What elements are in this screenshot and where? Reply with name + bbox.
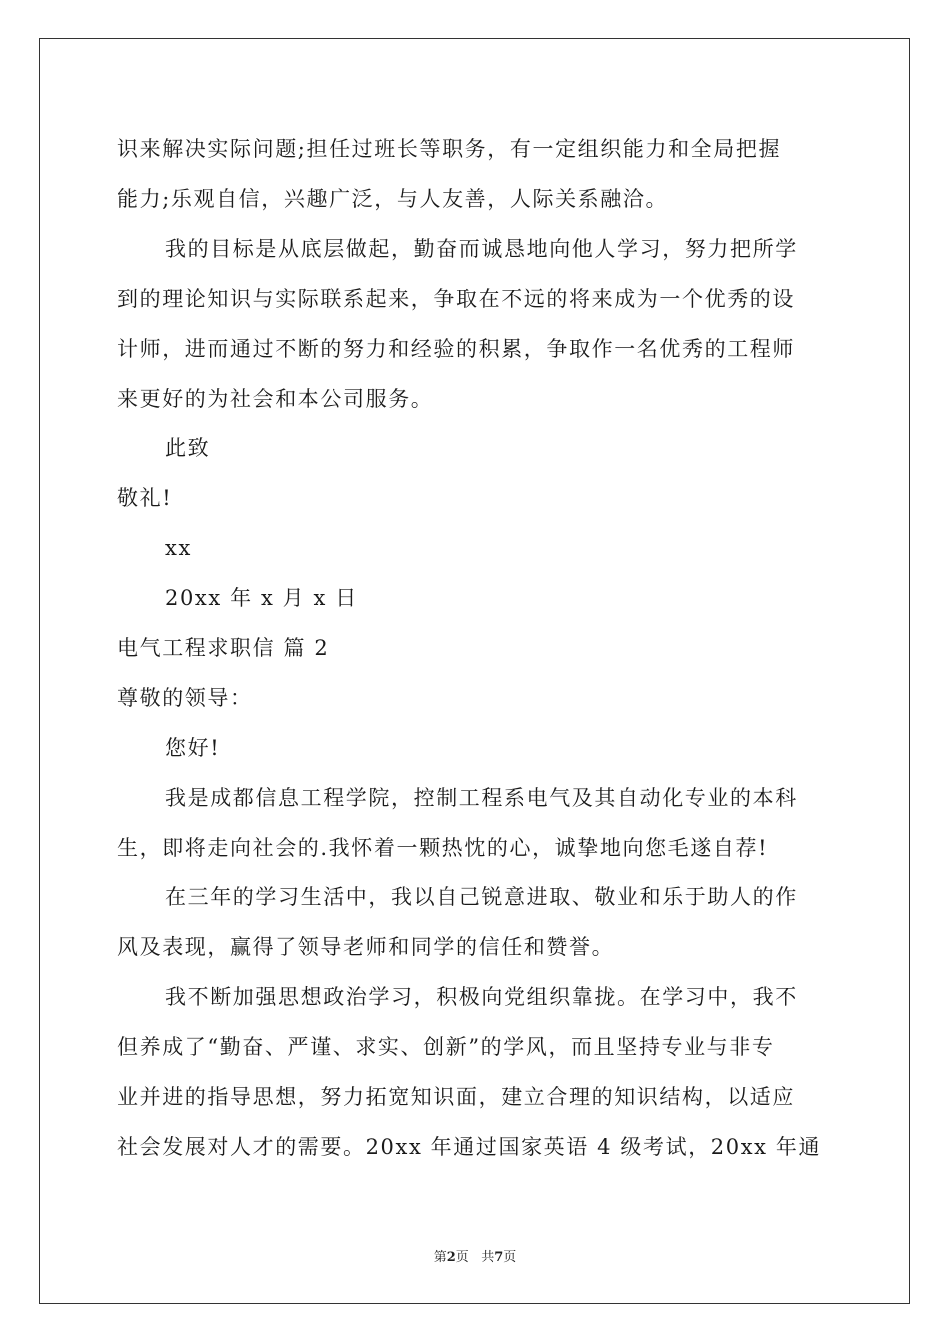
paragraph-line: 我不断加强思想政治学习，积极向党组织靠拢。在学习中，我不: [165, 985, 798, 1009]
paragraph-line: 在三年的学习生活中，我以自己锐意进取、敬业和乐于助人的作: [165, 885, 798, 909]
paragraph-line: 计师，进而通过不断的努力和经验的积累，争取作一名优秀的工程师: [117, 337, 795, 361]
paragraph-line: 生，即将走向社会的.我怀着一颗热忱的心，诚挚地向您毛遂自荐!: [117, 836, 769, 860]
footer-total-prefix: 共: [481, 1250, 495, 1265]
page-border: [39, 38, 910, 1304]
paragraph-line: 到的理论知识与实际联系起来，争取在不远的将来成为一个优秀的设: [117, 287, 795, 311]
paragraph-line: 来更好的为社会和本公司服务。: [117, 387, 434, 411]
footer-page-total: 7: [494, 1250, 504, 1265]
closing-salutation: 此致: [165, 436, 211, 460]
greeting-hello: 您好!: [165, 736, 221, 760]
paragraph-line: 识来解决实际问题;担任过班长等职务，有一定组织能力和全局把握: [117, 137, 782, 161]
page-footer: [0, 1246, 950, 1265]
greeting: 尊敬的领导：: [117, 686, 253, 710]
footer-page-prefix: 第: [433, 1250, 447, 1265]
footer-page-suffix: 页: [455, 1250, 469, 1265]
paragraph-line: 风及表现，赢得了领导老师和同学的信任和赞誉。: [117, 935, 615, 959]
footer-page-current: 2: [446, 1250, 456, 1265]
signature-name: xx: [165, 536, 192, 560]
section-heading: 电气工程求职信 篇 2: [117, 636, 330, 660]
footer-total-suffix: 页: [503, 1250, 517, 1265]
closing-regards: 敬礼!: [117, 486, 173, 510]
signature-date: 20xx 年 x 月 x 日: [165, 586, 358, 610]
paragraph-line: 业并进的指导思想，努力拓宽知识面，建立合理的知识结构，以适应: [117, 1085, 795, 1109]
paragraph-line: 能力;乐观自信，兴趣广泛，与人友善，人际关系融洽。: [117, 187, 669, 211]
paragraph-line: 社会发展对人才的需要。20xx 年通过国家英语 4 级考试，20xx 年通: [117, 1135, 822, 1159]
paragraph-line: 我是成都信息工程学院，控制工程系电气及其自动化专业的本科: [165, 786, 798, 810]
paragraph-line: 我的目标是从底层做起，勤奋而诚恳地向他人学习，努力把所学: [165, 237, 798, 261]
paragraph-line: 但养成了“勤奋、严谨、求实、创新”的学风，而且坚持专业与非专: [117, 1035, 775, 1059]
